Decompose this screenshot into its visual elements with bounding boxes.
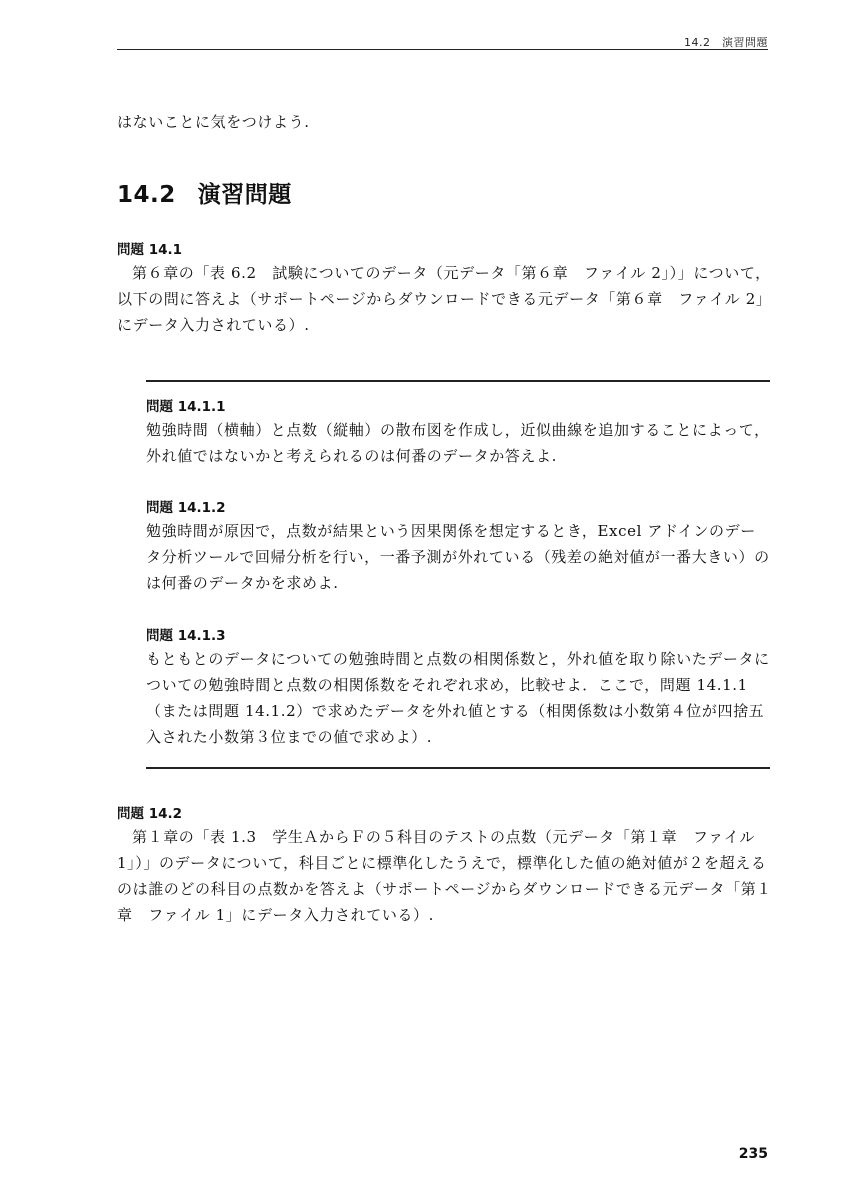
subproblem-box (146, 380, 770, 769)
subproblem-14-1-2 (146, 496, 770, 596)
subproblem-text: もともとのデータについての勉強時間と点数の相関係数と，外れ値を取り除いたデータについての勉強時間と点数の相関係数をそれぞれ求め，比較せよ．ここで，問題 14.1.1（または問題 14.1.2）で求めたデータを外れ値とする（相関係数は小数第４位が四捨五入された小数第３位までの値で求めよ）. (146, 650, 770, 746)
header-rule (117, 49, 768, 50)
subproblem-text: 勉強時間（横軸）と点数（縦軸）の散布図を作成し，近似曲線を追加することによって，外れ値ではないかと考えられるのは何番のデータか答えよ. (146, 421, 770, 465)
problem-text: 第１章の「表 1.3 学生ＡからＦの５科目のテストの点数（元データ「第１章 ファイル 1」）」のデータについて，科目ごとに標準化したうえで，標準化した値の絶対値が２を超えるのは誰のどの科目の点数かを答えよ（サポートページからダウンロードできる元データ「第１章 ファイル 1」にデータ入力されている）. (117, 828, 772, 924)
subproblem-text: 勉強時間が原因で，点数が結果という因果関係を想定するとき，Excel アドインのデータ分析ツールで回帰分析を行い，一番予測が外れている（残差の絶対値が一番大きい）のは何番のデータかを求めよ. (146, 522, 770, 592)
running-header: 14.2 演習問題 (684, 36, 768, 49)
problem-14-2 (117, 802, 772, 928)
page-number: 235 (738, 1146, 768, 1162)
section-number: 14.2 (117, 182, 176, 208)
section-title: 演習問題 (197, 182, 292, 208)
section-heading (117, 176, 292, 209)
problem-label: 問題 14.1 (117, 242, 183, 258)
subproblem-label: 問題 14.1.1 (146, 399, 226, 415)
problem-14-1 (117, 238, 772, 338)
subproblem-label: 問題 14.1.2 (146, 500, 226, 516)
problem-text: 第６章の「表 6.2 試験についてのデータ（元データ「第６章 ファイル 2」）」について，以下の問に答えよ（サポートページからダウンロードできる元データ「第６章 ファイル 2」にデータ入力されている）. (117, 264, 772, 334)
subproblem-14-1-1 (146, 395, 770, 469)
intro-text: はないことに気をつけよう. (117, 113, 310, 131)
subproblem-label: 問題 14.1.3 (146, 628, 226, 644)
subproblem-14-1-3 (146, 624, 770, 750)
problem-label: 問題 14.2 (117, 806, 183, 822)
